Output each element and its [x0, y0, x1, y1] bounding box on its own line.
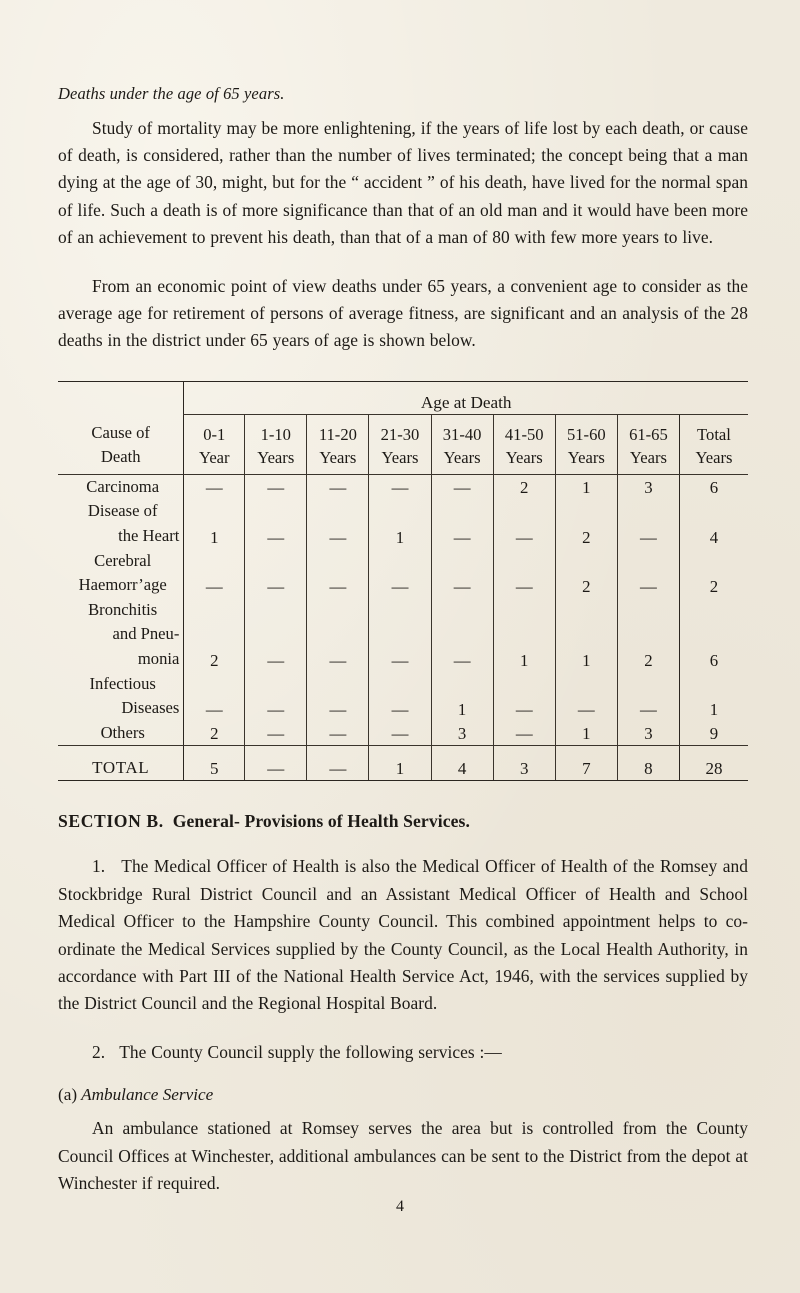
table-cell-value: 2 [493, 474, 555, 499]
total-cell-value: 8 [617, 746, 679, 781]
section-b-number: SECTION B. [58, 811, 164, 832]
table-cell-empty [184, 499, 245, 524]
table-cell-empty [369, 672, 431, 697]
table-cell-empty [307, 549, 369, 574]
table-cell-empty [493, 499, 555, 524]
header-cause-line2: Death [100, 446, 141, 466]
header-col-41-50-years [493, 414, 555, 474]
table-cell-value: — [245, 524, 307, 549]
row-label-line: Carcinoma [86, 476, 160, 496]
table-total-row [58, 746, 748, 781]
table-cell-value: — [307, 524, 369, 549]
table-span-header-row [58, 382, 748, 414]
row-label-line: Bronchitis [88, 599, 158, 619]
table-cell-empty [617, 549, 679, 574]
table-cell-value: — [431, 474, 493, 499]
page-number: 4 [396, 1198, 404, 1215]
total-cell-value: 4 [431, 746, 493, 781]
header-col-0-1-year [184, 414, 245, 474]
table-cell-value: 3 [617, 721, 679, 746]
table-cell-value: — [307, 573, 369, 598]
table-cell-value: 2 [555, 573, 617, 598]
table-cell-empty [617, 499, 679, 524]
table-cell-value: 1 [431, 696, 493, 721]
table-row [58, 499, 748, 524]
total-cell-value: — [307, 746, 369, 781]
table-cell-empty [431, 549, 493, 574]
table-cell-value: — [493, 573, 555, 598]
header-11-20-line1: 11-20 [318, 424, 357, 444]
table-cell-empty [493, 622, 555, 647]
header-col-11-20-years [307, 414, 369, 474]
table-cell-empty [493, 672, 555, 697]
header-col-31-40-years [431, 414, 493, 474]
table-cell-empty [493, 598, 555, 623]
paragraph-ambulance: An ambulance stationed at Romsey serves the area but is controlled from the County Council Offices at Winchester, additional ambulances can be sent to the District from the depot at Winchester if required. [58, 1118, 748, 1194]
table-cell-empty [184, 549, 245, 574]
header-21-30-line2: Years [381, 447, 419, 467]
paragraph-mortality-study: Study of mortality may be more enlightening, if the years of life lost by each death, or cause of death, is considered, rather than the number of lives terminated; the concept being that a man dying at the age of 30, might, but for the “ accident ” of his death, have lived for the normal span of life. Such a death is of more significance than that of an old man and it would have been more of an achievement to prevent his death, than that of a man of 80 with few more years to live. [58, 117, 748, 248]
table-cell-empty [307, 672, 369, 697]
table-cell-value: 3 [617, 474, 679, 499]
subsection-a-title: Ambulance Service [81, 1085, 214, 1105]
table-cell-empty [245, 672, 307, 697]
table-cell-empty [307, 499, 369, 524]
table-cell-value: — [307, 721, 369, 746]
total-cell-value: 3 [493, 746, 555, 781]
table-cell-empty [431, 672, 493, 697]
table-cell-empty [184, 598, 245, 623]
table-cell-value: — [369, 696, 431, 721]
subsection-a-marker: (a) [58, 1085, 78, 1105]
paragraph-item-2 [58, 1039, 748, 1066]
total-row-label: TOTAL [92, 757, 150, 777]
table-cell-empty [245, 622, 307, 647]
table-cell-value: 6 [679, 474, 748, 499]
table-cell-value: 1 [555, 474, 617, 499]
table-cell-value: 1 [555, 721, 617, 746]
total-cell-value: 28 [679, 746, 748, 781]
table-cell-empty [555, 672, 617, 697]
row-label-line: Haemorr’age [78, 575, 167, 595]
table-cell-empty [555, 622, 617, 647]
table-cell-value: — [617, 573, 679, 598]
header-total-line2: Years [695, 447, 733, 467]
row-label-line: Infectious [89, 673, 156, 693]
deaths-by-age-table [58, 381, 748, 782]
table-cell-empty [555, 549, 617, 574]
header-31-40-line2: Years [443, 447, 481, 467]
table-cell-value: — [245, 573, 307, 598]
table-cell-value: — [431, 647, 493, 672]
table-cell-value: 1 [493, 647, 555, 672]
table-bottom-rule [58, 780, 748, 781]
table-cell-value: 2 [184, 721, 245, 746]
table-cell-value: — [431, 573, 493, 598]
table-cell-value: 1 [369, 524, 431, 549]
table-cell-value: — [307, 474, 369, 499]
header-61-65-line2: Years [629, 447, 667, 467]
item-1-marker: 1. [92, 856, 106, 877]
deaths-by-age-table-wrap [58, 381, 748, 782]
table-cell-empty [555, 598, 617, 623]
header-col-1-10-years [245, 414, 307, 474]
item-2-text: The County Council supply the following services :— [119, 1041, 502, 1062]
table-cell-value: — [184, 474, 245, 499]
table-cell-empty [617, 598, 679, 623]
table-row [58, 524, 748, 549]
table-cell-empty [679, 549, 748, 574]
table-cell-value: — [369, 474, 431, 499]
header-31-40-line1: 31-40 [442, 424, 482, 444]
row-label-line: and Pneu- [112, 624, 180, 644]
table-cell-empty [245, 598, 307, 623]
table-cell-empty [431, 622, 493, 647]
table-cell-empty [307, 598, 369, 623]
header-0-1-line1: 0-1 [203, 424, 226, 444]
header-col-21-30-years [369, 414, 431, 474]
total-cell-value: 5 [184, 746, 245, 781]
table-cell-empty [431, 598, 493, 623]
table-cell-empty [307, 622, 369, 647]
span-header-blank [58, 382, 184, 414]
table-cell-value: — [493, 721, 555, 746]
table-row [58, 721, 748, 746]
table-row [58, 549, 748, 574]
table-cell-value: — [431, 524, 493, 549]
total-cell-value: — [245, 746, 307, 781]
table-cell-value: 3 [431, 721, 493, 746]
table-cell-empty [679, 622, 748, 647]
table-cell-value: — [245, 647, 307, 672]
section-b-heading [58, 811, 748, 832]
span-header-age-at-death: Age at Death [184, 382, 748, 414]
table-cell-empty [679, 499, 748, 524]
table-cell-value: 6 [679, 647, 748, 672]
table-cell-empty [184, 672, 245, 697]
header-51-60-line2: Years [567, 447, 605, 467]
table-cell-value: — [493, 524, 555, 549]
header-0-1-line2: Year [199, 447, 230, 467]
table-cell-value: — [493, 696, 555, 721]
table-row [58, 598, 748, 623]
header-total-line1: Total [697, 424, 731, 444]
item-2-marker: 2. [92, 1041, 106, 1062]
table-body [58, 381, 748, 781]
header-61-65-line1: 61-65 [629, 424, 668, 444]
header-cause-of-death [58, 414, 184, 474]
row-label-line: Cerebral [94, 550, 152, 570]
header-cause-line1: Cause of [91, 422, 150, 442]
table-cell-empty [245, 549, 307, 574]
table-cell-empty [184, 622, 245, 647]
table-row [58, 573, 748, 598]
table-cell-value: — [307, 696, 369, 721]
header-col-61-65-years [617, 414, 679, 474]
deaths-under-65-subheading: Deaths under the age of 65 years. [58, 84, 285, 103]
item-1-text: The Medical Officer of Health is also the Medical Officer of Health of the Romsey and Stockbridge Rural District Council and an Assistant Medical Officer of Health and School Medical Officer to the Hampshire County Council. This combined appointment helps to co-ordinate the Medical Services supplied by the County Council, as the Local Health Authority, in accordance with Part III of the National Health Service Act, 1946, with the services supplied by the District Council and the Regional Hospital Board. [58, 856, 748, 1014]
table-cell-empty [679, 598, 748, 623]
paragraph-economic-view: From an economic point of view deaths under 65 years, a convenient age to consider as the average age for retirement of persons of average fitness, are significant and an analysis of the 28 deaths in the district under 65 years of age is shown below. [58, 275, 748, 351]
row-label-line: the Heart [118, 526, 180, 546]
table-cell-value: — [245, 474, 307, 499]
table-cell-value: 2 [617, 647, 679, 672]
table-cell-value: — [555, 696, 617, 721]
table-cell-empty [617, 622, 679, 647]
table-cell-value: — [245, 721, 307, 746]
header-11-20-line2: Years [319, 447, 357, 467]
table-cell-value: — [184, 696, 245, 721]
table-column-header-row [58, 414, 748, 474]
header-41-50-line1: 41-50 [504, 424, 544, 444]
row-label-line: Others [100, 722, 145, 742]
header-1-10-line2: Years [257, 447, 295, 467]
table-cell-value: — [369, 721, 431, 746]
table-cell-value: 1 [679, 696, 748, 721]
section-b-title: General- Provisions of Health Services. [172, 811, 470, 832]
header-col-total-years [679, 414, 748, 474]
table-cell-value: 2 [679, 573, 748, 598]
subsection-a-heading [58, 1085, 748, 1105]
table-cell-value: 4 [679, 524, 748, 549]
table-row [58, 672, 748, 697]
table-cell-empty [245, 499, 307, 524]
table-row [58, 647, 748, 672]
table-row [58, 696, 748, 721]
table-cell-value: — [617, 524, 679, 549]
row-label-line: Disease of [87, 501, 158, 521]
table-cell-empty [679, 672, 748, 697]
header-21-30-line1: 21-30 [380, 424, 420, 444]
paragraph-item-1 [58, 853, 748, 1017]
header-1-10-line1: 1-10 [260, 424, 291, 444]
table-cell-empty [369, 549, 431, 574]
table-cell-value: — [617, 696, 679, 721]
table-cell-value: 1 [555, 647, 617, 672]
total-cell-value: 7 [555, 746, 617, 781]
table-cell-value: — [184, 573, 245, 598]
table-cell-value: — [307, 647, 369, 672]
table-cell-empty [369, 622, 431, 647]
table-row [58, 474, 748, 499]
header-51-60-line1: 51-60 [566, 424, 606, 444]
table-cell-value: — [245, 696, 307, 721]
table-cell-empty [617, 672, 679, 697]
page-content [58, 84, 748, 1197]
table-cell-value: 1 [184, 524, 245, 549]
row-label-line: monia [137, 649, 180, 669]
table-cell-value: — [369, 573, 431, 598]
table-cell-value: 2 [555, 524, 617, 549]
table-cell-empty [555, 499, 617, 524]
table-cell-empty [369, 499, 431, 524]
table-row [58, 622, 748, 647]
header-41-50-line2: Years [505, 447, 543, 467]
row-label-line: Diseases [121, 698, 180, 718]
table-cell-value: — [369, 647, 431, 672]
table-cell-value: 9 [679, 721, 748, 746]
header-col-51-60-years [555, 414, 617, 474]
table-cell-empty [493, 549, 555, 574]
table-cell-empty [369, 598, 431, 623]
total-cell-value: 1 [369, 746, 431, 781]
table-cell-empty [431, 499, 493, 524]
table-cell-value: 2 [184, 647, 245, 672]
